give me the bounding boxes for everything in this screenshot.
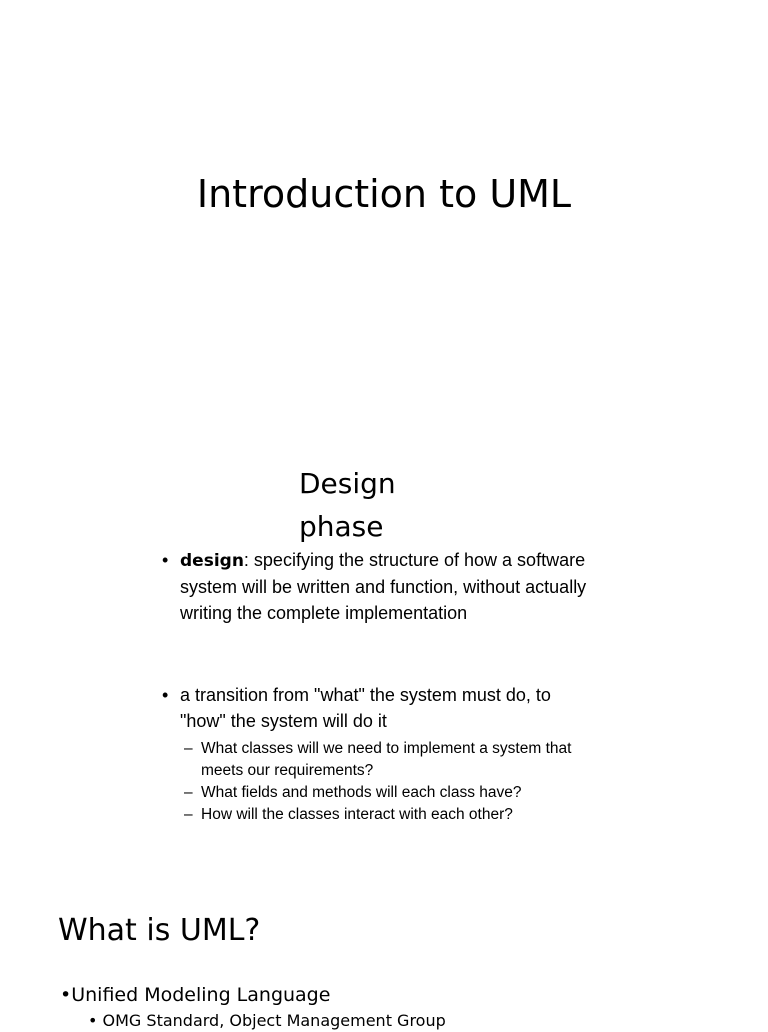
bullet-dot: • (88, 1011, 98, 1030)
heading-line-1: Design (299, 467, 396, 500)
sub-bullet-text: What classes will we need to implement a system that meets our requirements? (201, 740, 572, 779)
uml-bullet (60, 981, 330, 1009)
bullet-term: design (180, 551, 244, 571)
bullet-transition (162, 682, 562, 734)
heading-line-2: phase (299, 510, 384, 543)
bullet-text: a transition from "what" the system must do, to "how" the system will do it (180, 685, 551, 731)
bullet-design-definition (162, 547, 592, 626)
bullet-dot: • (162, 550, 169, 570)
uml-sub-bullet (88, 1010, 446, 1032)
sub-bullet-text: How will the classes interact with each other? (201, 806, 513, 823)
sub-bullet-text: What fields and methods will each class have? (201, 784, 522, 801)
bullet-text (180, 547, 592, 626)
uml-bullet-text: Unified Modeling Language (71, 984, 331, 1006)
sub-bullet-item (184, 738, 604, 782)
what-is-uml-title: What is UML? (58, 913, 261, 948)
bullet-dot: • (162, 685, 169, 705)
sub-bullet-item (184, 782, 604, 804)
sub-bullet-item (184, 804, 604, 826)
dash-marker: – (184, 806, 193, 823)
design-phase-heading (299, 462, 396, 548)
bullet-definition: : specifying the structure of how a software system will be written and function, without actually writing the complete implementation (180, 550, 587, 623)
sub-bullet-list (184, 738, 604, 826)
dash-marker: – (184, 784, 193, 801)
bullet-dot: • (60, 984, 72, 1006)
slide-title: Introduction to UML (196, 172, 572, 216)
dash-marker: – (184, 740, 193, 757)
uml-sub-bullet-text: OMG Standard, Object Management Group (102, 1011, 446, 1030)
